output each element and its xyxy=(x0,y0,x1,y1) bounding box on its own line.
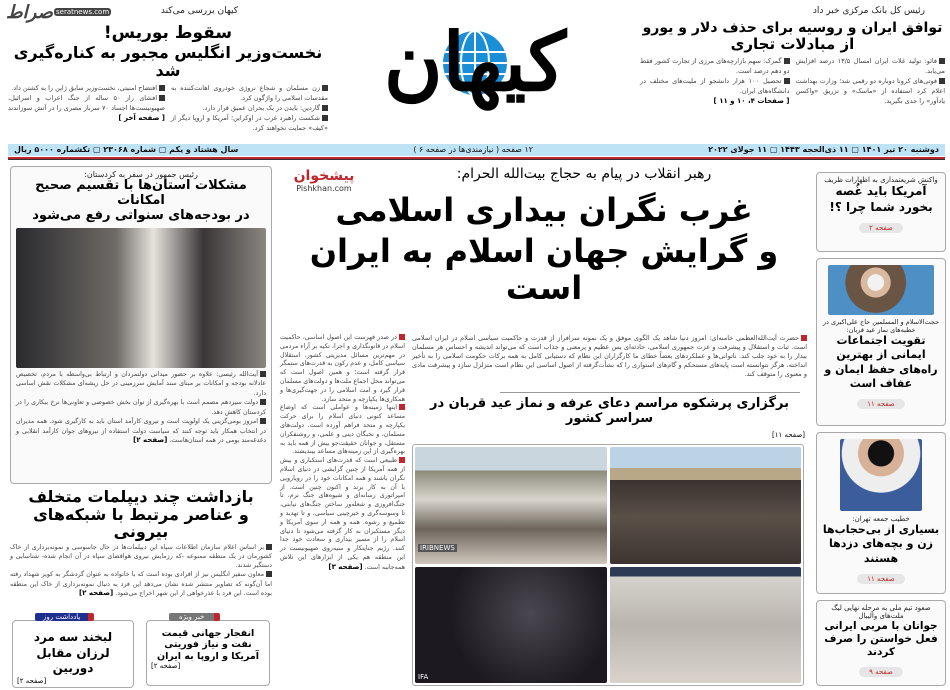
headline: تقویت اجتماعات ایمانی از بهترین راه‌های حفظ ایمان و عفاف است xyxy=(824,334,938,390)
item: فائو: تولید غلات ایران امسال ۱۳/۵ درصد افزایش می‌یابد. xyxy=(795,57,945,76)
lead-headline[interactable]: غرب نگران بیداری اسلامی xyxy=(335,191,753,230)
page-ref[interactable]: [صفحه ۲] xyxy=(78,588,114,597)
sidebar-item[interactable] xyxy=(816,172,946,252)
headline[interactable]: لبخند سه مرد لرزان مقابل دوربین xyxy=(33,630,113,676)
pishkhan-stamp: پیشخوان Pishkhan.com xyxy=(293,168,355,193)
page-ref[interactable]: [صفحه ۲] xyxy=(17,676,47,685)
item: زن مسلمان و شجاع نروژی خودروی اهانت‌کننده به مقدسات اسلامی را واژگون کرد. xyxy=(171,84,328,103)
headline[interactable]: مشکلات استان‌ها با تقسیم صحیح امکانات xyxy=(35,178,247,208)
headline[interactable]: نخست‌وزیر انگلیس مجبور به کناره‌گیری شد xyxy=(13,42,323,80)
headline[interactable]: و عناصر مرتبط با شبکه‌های بیرونی xyxy=(33,504,249,542)
page-ref[interactable]: [صفحه ۲] xyxy=(133,436,168,445)
page-ref[interactable]: [صفحه ۱۱] xyxy=(772,431,805,439)
headline: جوانان با مربی ایرانی فعل خواستن را صرف کردند xyxy=(824,620,938,659)
lead-column: در صدر فهرست این اصول اساسی، حاکمیت اسلام در قانونگذاری و اجرا، تکیه بر آراء مردمی در مهم‌ترین مسائل مدیریتی کشور، استقلال سیاسی کامل، و عدم رکون به قدرت‌های ستمگر قرار گرفته است؛ و همین اصول است که می‌تواند محل اجماع ملت‌ها و دولت‌های مسلمان قرار گیرد و امت اسلامی را در جهت‌گیری‌ها و همکاری‌ها یکپارچه و متحد سازد. اینها زمینه‌ها و عواملی است که اوضاع مساعد کنونی دنیای اسلام را برای حرکت یکپارچه و متحد فراهم آورده است. دولت‌های مسلمان، و نخبگان دینی و علمی، و روشنفکران مستقل، و جوانان حقیقت‌جو بیش از همه باید به بهره‌گیری از این زمینه‌های مساعد بیندیشند. طبیعی است که قدرت‌های استکباری و بیش از همه آمریکا از چنین گرایشی در دنیای اسلام نگران باشند و همه امکانات خود را در رویارویی با آن به کار برند و اکنون چنین است. از امپراتوری رسانه‌ای و شیوه‌های جنگ نرم، تا جنگ‌افروزی و شعله‌ور ساختن جنگ‌های نیابتی، تا وسوسه‌گری و خبرچینی سیاسی، و تا تهدید و تطمیع و رشوه. همه و همه از سوی آمریکا و دیگر مستکبران به کار گرفته می‌شود تا دنیای اسلام را از مسیر بیداری و سعادت خود جدا کنند. رژیم جنایتکار و سیه‌روی صهیونیست در این منطقه هم یکی از ابزارهای این تلاش همه‌جانبه است. [صفحه ۳] xyxy=(280,334,405,571)
item: آیت‌الله رئیسی: علاوه بر حضور میدانی دولتمردان و ارتباط بی‌واسطه با مردم، تخصیص عادلانه بودجه و امکانات بر مبنای سند آمایش سرزمینی در حل ریشه‌ای مشکلات نقش اساسی دارد. xyxy=(16,370,266,397)
page-ref[interactable]: [ صفحات ۴، ۱۰ و ۱۱ ] xyxy=(713,97,790,106)
page-ref[interactable]: [صفحه ۳] xyxy=(328,562,363,571)
item: افتضاح امنیتی، نخست‌وزیر سابق ژاپن را به کشتن داد. xyxy=(11,84,157,93)
photo-women-prayer xyxy=(415,567,607,684)
item: امروز بومی‌گزینی یک اولویت است و نیروی کارآمد استان باید به کارگیری شود. همه مدیران در انتخاب همکار باید توجه کنند که سیاست دولت استفاده از نیروهای جوان کارآمد انقلابی و دغدغه‌مند بومی در همه استان‌هاست. xyxy=(16,418,266,445)
top-left-story xyxy=(8,6,328,133)
headline[interactable]: انفجار جهانی قیمت نفت و نیاز فوریتی آمریکا و اروپا به ایران xyxy=(156,628,260,662)
top-right-story xyxy=(640,6,945,106)
page-count: ۱۲ صفحه ( نیازمندی‌ها در صفحه ۶ ) xyxy=(413,145,534,154)
item: تحصیل ۱۰۰ هزار دانشجو از ملیت‌های مختلف در دانشگاه‌های ایران. xyxy=(640,77,790,96)
logo-text: کیهان xyxy=(383,15,567,109)
headline[interactable]: در بودجه‌های سنواتی رفع می‌شود xyxy=(32,207,250,223)
issue-number: سال هشتاد و یکم ▢ شماره ۲۳۰۶۸ ▢ تکشماره ۵۰۰۰ ریال xyxy=(14,145,239,154)
item: دولت سیزدهم مصمم است با بهره‌گیری از توان بخش خصوصی و تعاونی‌ها نرخ بیکاری را در کردستان کاهش دهد. xyxy=(16,399,266,416)
headline[interactable]: بازداشت چند دیپلمات متخلف xyxy=(28,487,254,506)
kicker: حجت‌الاسلام و المسلمین حاج علی‌اکبری در خطبه‌های نماز عید قربان: xyxy=(822,318,940,334)
photo-mosque-crowd xyxy=(610,447,802,564)
info-bar xyxy=(8,144,945,156)
lead-intro: حضرت آیت‌الله‌العظمی خامنه‌ای: امروز دنیا شاهد یک الگوی موفق و یک نمونه سرافراز از قدرت و حاکمیت سیاسی اسلام در ایران اسلامی است. ثبات و استقلال و پیشرفت و عزت جمهوری اسلامی، حادثه‌ای بس عظیم و پرمعنی و جذاب است که می‌تواند اندیشه و احساس هر مسلمان بیدار را به خود جلب کند. ناتوانی‌ها و عملکردهای بعضاً خطای ما کارگزاران این نظام که دستیابی کامل به همه برکات حکومت اسلامی را به تأخیر انداخته، هرگز نتوانسته است پایه‌های مستحکم و گام‌های استواری را که نشأت‌گرفته از اصول اساسی این نظام است متزلزل سازد و پیشرفت مادی و معنوی را متوقف کند. xyxy=(412,334,807,378)
divider xyxy=(8,157,945,160)
item: گاردین: بایدن در یک بحران عمیق قرار دارد. xyxy=(202,104,320,113)
headline[interactable]: توافق ایران و روسیه برای حذف دلار و یورو xyxy=(642,20,943,36)
kicker: رئیس کل بانک مرکزی خبر داد xyxy=(812,6,925,16)
kicker: رئیس جمهور در سفر به کردستان: xyxy=(84,170,198,179)
photo-president-visit xyxy=(16,228,266,368)
lead-headline[interactable]: و گرایش جهان اسلام به ایران است xyxy=(309,231,779,307)
kicker: کیهان بررسی می‌کند xyxy=(160,6,238,16)
watermark-logo: صراط xyxy=(6,2,53,23)
issue-date: دوشنبه ۲۰ تیر ۱۴۰۱ ▢ ۱۱ ذی‌الحجه ۱۴۴۳ ▢ ۱۱ جولای ۲۰۲۲ xyxy=(708,145,939,154)
item: معاون سفیر انگلیس نیز از افرادی بوده است که با خانواده به عنوان گردشگر به کویر شهداد رفته اما آن‌گونه که تصاویر منتشر شده نشان می‌دهد این فرد به دنبال نمونه‌برداری از خاک این منطقه بوده است. این فرد با عذرخواهی از این شهر اخراج می‌شود. xyxy=(10,571,272,597)
page-ref[interactable]: صفحه ۱۱ xyxy=(857,574,905,584)
photo-cleric xyxy=(828,265,934,315)
masthead-logo xyxy=(335,8,615,138)
section-tag: یادداشت روز xyxy=(35,613,94,621)
sidebar-item[interactable] xyxy=(816,600,946,686)
eid-photo-grid xyxy=(412,444,804,686)
headline[interactable]: سقوط بوریس! xyxy=(103,23,233,43)
item: بر اساس اعلام سازمان اطلاعات سپاه این دیپلمات‌ها در حال جاسوسی و نمونه‌برداری از خاک کشورمان در یک منطقه ممنوعه -که رزمایش نیروی هوافضای سپاه در آن انجام شده- شناسایی و دستگیر شدند. xyxy=(10,543,272,570)
page-ref[interactable]: صفحه ۹ xyxy=(859,667,903,677)
kicker: صعود تیم ملی به مرحله نهایی لیگ ملت‌های والیبال xyxy=(831,604,931,620)
eid-headline[interactable]: برگزاری پرشکوه مراسم دعای عرفه و نماز عید قربان در سراسر کشور xyxy=(430,396,789,426)
headline: بسیاری از بی‌حجاب‌ها زن و بچه‌های دزدها هستند xyxy=(822,523,940,565)
divider xyxy=(500,392,800,393)
photo-prayer-crowd xyxy=(415,447,607,564)
item: فوتی‌های کرونا دوباره دو رقمی شد؛ وزارت بهداشت اعلام کرد استفاده از «ماسک» و تزریق «واکسن یادآور» را جدی بگیرید. xyxy=(795,77,945,106)
left-feature-box xyxy=(10,166,272,484)
editorial-box[interactable] xyxy=(12,613,134,688)
kicker: خطیب جمعه تهران: xyxy=(852,515,910,523)
lead-kicker: رهبر انقلاب در پیام به حجاج بیت‌الله الحرام: xyxy=(456,166,712,182)
special-news-box[interactable] xyxy=(146,613,270,686)
headline: آمریکا باید غُصه بخورد شما چرا ؟! xyxy=(829,184,933,214)
headline[interactable]: از مبادلات تجاری xyxy=(730,35,855,54)
photo-credit: IRIBNEWS xyxy=(420,543,455,552)
sidebar-item[interactable] xyxy=(816,432,946,594)
sidebar-item[interactable] xyxy=(816,258,946,426)
page-ref[interactable]: [ صفحه آخر ] xyxy=(118,114,165,123)
photo-credit: IFA xyxy=(418,673,429,681)
item: شکست راهبرد غرب در اوکراین؛ آمریکا و اروپا دیگر از «کیف» حمایت نخواهند کرد. xyxy=(171,114,328,133)
photo-men-prayer xyxy=(610,567,802,684)
watermark-site: seratnews.com xyxy=(56,8,110,16)
page-ref[interactable]: صفحه ۲ xyxy=(859,223,903,233)
photo-friday-prayer-leader xyxy=(840,439,922,511)
page-ref[interactable]: صفحه ۱۱ xyxy=(857,399,905,409)
page-ref[interactable]: [صفحه ۲] xyxy=(151,662,181,671)
diplomats-story xyxy=(10,488,272,598)
section-tag: خبر ویژه xyxy=(169,613,220,621)
kicker: واکنش شریعتمداری به اظهارات ظریف xyxy=(824,176,938,184)
item: افشای راز ۵۰ ساله از جنگ اعراب و اسرائیل، صهیونیست‌ها اجساد ۷۰ سرباز مصری را در آتش سوزاندند xyxy=(8,94,165,113)
item: گمرک: سهم بازارچه‌های مرزی از تجارت کشور فقط دو دهم درصد است. xyxy=(640,57,790,76)
